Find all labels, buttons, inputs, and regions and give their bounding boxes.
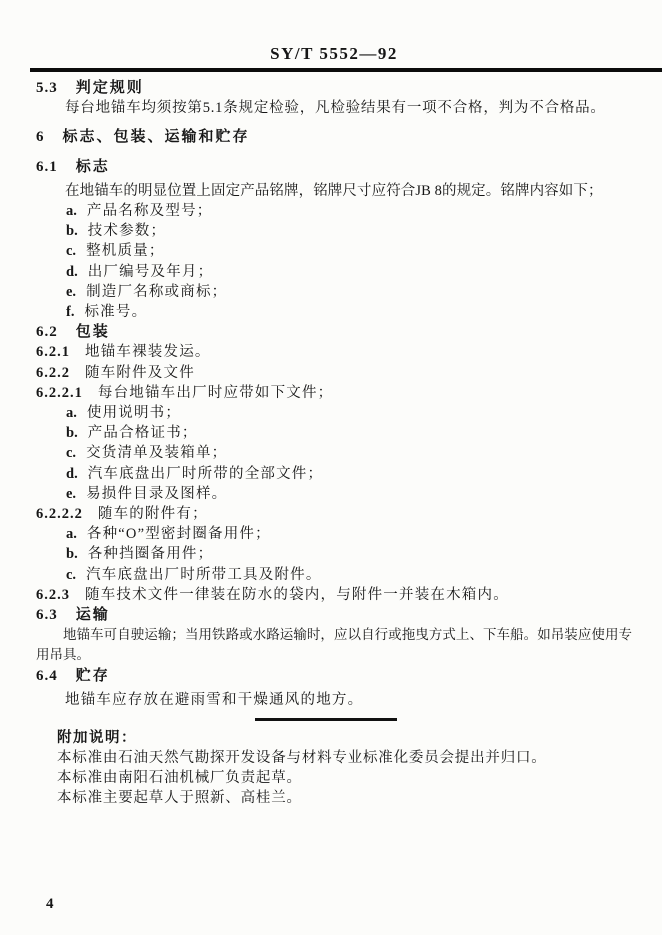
section-6-heading [36, 127, 632, 147]
clause-6-2-2 [36, 363, 632, 383]
item-text: 产品名称及型号； [86, 203, 213, 220]
clause-5-3-title: 判定规则 [75, 79, 144, 96]
clause-6-2-number: 6.2 [36, 324, 58, 341]
clause-6-2-3-number: 6.2.3 [36, 586, 70, 603]
clause-6-1-heading [36, 157, 632, 177]
clause-5-3-number: 5.3 [36, 80, 58, 96]
item-letter: c. [66, 566, 77, 583]
clause-6-4-body: 地锚车应存放在避雨雪和干燥通风的地方。 [65, 691, 364, 708]
clause-6-2-2-2-text: 随车的附件有； [97, 506, 208, 523]
item-text: 汽车底盘出厂时所带工具及附件。 [86, 566, 322, 583]
accessory-item [36, 524, 632, 544]
clause-6-4-title: 贮存 [75, 666, 110, 684]
nameplate-item [36, 221, 632, 241]
item-letter: f. [66, 304, 75, 321]
item-letter: b. [66, 546, 78, 563]
nameplate-item [36, 262, 632, 282]
clause-6-1-intro: 在地锚车的明显位置上固定产品铭牌，铭牌尺寸应符合JB 8的规定。铭牌内容如下； [65, 182, 603, 199]
item-text: 使用说明书； [86, 405, 182, 422]
item-letter: e. [66, 485, 77, 502]
clause-5-3-heading [36, 78, 632, 98]
section-6-title: 标志、包装、运输和贮存 [62, 128, 250, 146]
appendix-title: 附加说明： [57, 729, 137, 746]
document-content [36, 44, 632, 808]
item-text: 标准号。 [84, 304, 148, 321]
clause-6-2-heading [36, 322, 632, 342]
item-letter: b. [66, 223, 78, 240]
clause-6-3-body: 地锚车可自驶运输；当用铁路或水路运输时，应以自行或拖曳方式上、下车船。如吊装应使用专用吊具。 [36, 627, 632, 663]
item-text: 产品合格证书； [87, 425, 198, 442]
item-letter: c. [66, 243, 77, 260]
section-6-number: 6 [36, 129, 45, 146]
nameplate-item [36, 241, 632, 261]
item-text: 交货清单及装箱单； [86, 445, 228, 462]
item-letter: b. [66, 425, 78, 442]
clause-6-2-3-text: 随车技术文件一律装在防水的袋内，与附件一并装在木箱内。 [85, 586, 509, 603]
appendix-block [36, 728, 632, 809]
nameplate-item [36, 201, 632, 221]
clause-6-3-title: 运输 [75, 606, 110, 624]
clause-6-2-2-2-number: 6.2.2.2 [36, 506, 83, 523]
document-item [36, 464, 632, 484]
accessory-item [36, 544, 632, 564]
clause-6-4-number: 6.4 [36, 667, 58, 684]
item-text: 出厂编号及年月； [87, 263, 214, 280]
clause-6-2-2-1-number: 6.2.2.1 [36, 384, 83, 401]
appendix-line: 本标准由南阳石油机械厂负责起草。 [57, 770, 302, 786]
clause-6-2-1 [36, 342, 632, 362]
clause-6-4-heading [36, 666, 632, 686]
clause-6-1-title: 标志 [75, 157, 110, 175]
appendix-line: 本标准主要起草人于照新、高桂兰。 [57, 790, 302, 807]
nameplate-item [36, 282, 632, 302]
document-item [36, 443, 632, 463]
clause-6-3-number: 6.3 [36, 607, 58, 624]
accessory-item [36, 565, 632, 585]
appendix-line: 本标准由石油天然气勘探开发设备与材料专业标准化委员会提出并归口。 [57, 749, 547, 766]
document-item [36, 403, 632, 423]
clause-6-1-number: 6.1 [36, 158, 58, 175]
item-text: 各种挡圈备用件； [87, 546, 214, 563]
item-letter: c. [66, 445, 77, 462]
page-number: 4 [46, 896, 54, 912]
nameplate-item [36, 302, 632, 322]
clause-6-2-2-2 [36, 504, 632, 524]
clause-6-2-2-text: 随车附件及文件 [85, 364, 195, 381]
item-text: 制造厂名称或商标； [86, 283, 228, 300]
document-item [36, 423, 632, 443]
item-letter: d. [66, 263, 78, 280]
item-text: 技术参数； [87, 223, 167, 240]
clause-5-3-body: 每台地锚车均须按第5.1条规定检验，凡检验结果有一项不合格，判为不合格品。 [65, 100, 606, 117]
clause-6-2-3 [36, 585, 632, 605]
item-letter: a. [66, 203, 77, 220]
clause-6-2-2-1-text: 每台地锚车出厂时应带如下文件； [97, 384, 334, 401]
item-text: 各种“O”型密封圈备用件； [86, 526, 271, 543]
item-letter: d. [66, 465, 78, 482]
item-text: 汽车底盘出厂时所带的全部文件； [87, 465, 324, 482]
section-divider-rule [255, 718, 397, 721]
clause-6-2-2-1 [36, 383, 632, 403]
doc-header: SY/T 5552—92 [270, 44, 398, 63]
item-letter: e. [66, 283, 77, 300]
item-text: 易损件目录及图样。 [86, 485, 228, 502]
clause-6-2-title: 包装 [75, 323, 110, 341]
clause-6-2-1-number: 6.2.1 [36, 344, 70, 361]
document-item [36, 484, 632, 504]
clause-6-3-heading [36, 605, 632, 625]
item-text: 整机质量； [86, 243, 165, 260]
item-letter: a. [66, 526, 77, 543]
clause-6-2-1-text: 地锚车裸装发运。 [85, 344, 211, 361]
header-rule [30, 68, 662, 72]
item-letter: a. [66, 405, 77, 422]
clause-6-2-2-number: 6.2.2 [36, 364, 70, 381]
